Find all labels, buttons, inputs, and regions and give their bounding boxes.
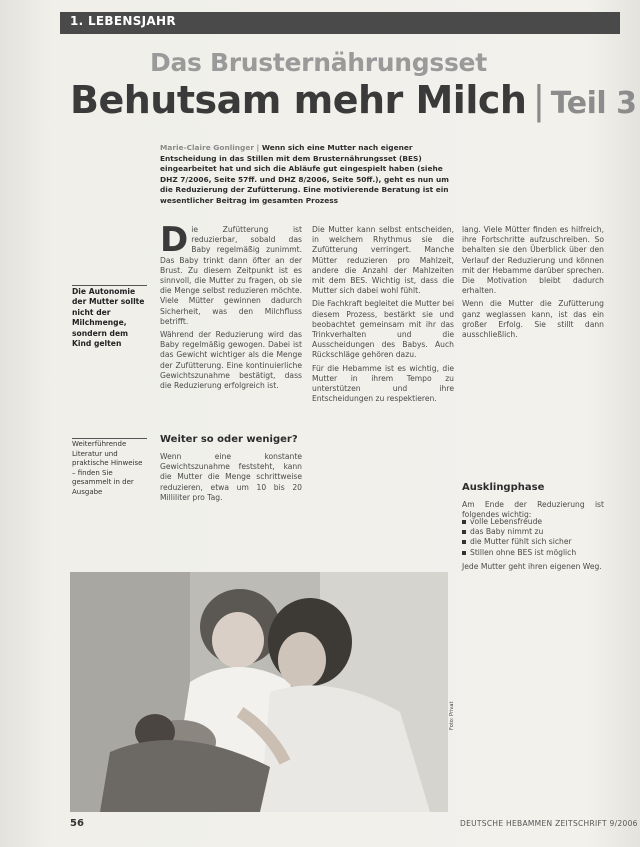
section-label: 1. LEBENSJAHR (70, 14, 176, 28)
sidebar-rule-top (72, 285, 147, 286)
col3-paragraph-4: Jede Mutter geht ihren eigenen Weg. (462, 562, 602, 571)
col1-paragraph-2: Während der Reduzierung wird das Baby regelmäßig gewogen. Dabei ist das Gewicht wichtiger als die Menge der Zufütterung. Eine kontinuierliche Gewichtszunahme bestätigt, dass die Reduzierung erfolgreich ist. (160, 330, 302, 391)
col2-paragraph-3: Für die Hebamme ist es wichtig, die Mutter in ihrem Tempo zu unterstützen und ihre Entscheidungen zu respektieren. (312, 363, 454, 404)
drop-cap: D (160, 220, 189, 260)
list-item: die Mutter fühlt sich sicher (462, 537, 604, 547)
column-2 (312, 225, 454, 404)
title-separator: | (532, 78, 545, 122)
list-item: volle Lebensfreude (462, 517, 604, 527)
col3-paragraph-1: lang. Viele Mütter finden es hilfreich, ihre Fortschritte aufzuschreiben. So behalten sie den Überblick über den Verlauf der Reduzierung und können mit der Hebamme darüber sprechen. Die Motivation bleibt dadurch erhalten. (462, 225, 604, 296)
article-lead (160, 143, 460, 207)
page-number: 56 (70, 818, 84, 829)
article-author: Marie-Claire Gonlinger | (160, 143, 260, 152)
magazine-footer: DEUTSCHE HEBAMMEN ZEITSCHRIFT 9/2006 (460, 819, 638, 828)
list-item: Stillen ohne BES ist möglich (462, 548, 604, 558)
col3-paragraph-3: Am Ende der Reduzierung ist folgendes wichtig: (462, 500, 604, 520)
lead-text: Wenn sich eine Mutter nach eigener Entscheidung in das Stillen mit dem Brusternährungsset (BES) eingearbeitet hat und sich die Abläufe gut eingespielt haben (siehe DHZ 7/2006, Seite 57ff. und DHZ 8/2006, Seite 50ff.), geht es nun um die Reduzierung der Zufütterung. Eine motivierende Beratung ist ein wesentlicher Beitrag im gesamten Prozess (160, 143, 449, 205)
column-3 (462, 225, 604, 340)
article-part: Teil 3 (550, 86, 637, 121)
col1-paragraph-3: Wenn eine konstante Gewichtszunahme feststeht, kann die Mutter die Menge schrittweise reduzieren, etwa um 10 bis 20 Milliliter pro Tag. (160, 452, 302, 502)
photo-credit: Foto: Privat (449, 701, 455, 730)
photo-illustration (70, 572, 448, 812)
col2-paragraph-1: Die Mutter kann selbst entscheiden, in welchem Rhythmus sie die Zufütterung verringert. Manche Mütter reduzieren pro Mahlzeit, andere die Anzahl der Mahlzeiten mit dem BES. Wichtig ist, dass die Mutter sich dabei wohl fühlt. (312, 225, 454, 296)
article-kicker: Das Brusternährungsset (150, 48, 487, 77)
col3-paragraph-2: Wenn die Mutter die Zufütterung ganz weglassen kann, ist das ein großer Erfolg. Sie stillt dann ausschließlich. (462, 299, 604, 340)
subhead-ausklingphase: Ausklingphase (462, 482, 545, 493)
list-item: das Baby nimmt zu (462, 527, 604, 537)
col2-paragraph-2: Die Fachkraft begleitet die Mutter bei diesem Prozess, bestärkt sie und beobachtet gemeinsam mit ihr das Trinkverhalten und die Ausscheidungen des Babys. Auch Rückschläge gehören dazu. (312, 299, 454, 360)
article-photo (70, 572, 448, 812)
sidebar-pull-quote: Die Autonomie der Mutter sollte nicht der Milchmenge, sondern dem Kind gelten (72, 287, 145, 349)
article-title (70, 78, 636, 122)
sidebar-note: Weiterführende Literatur und praktische Hinweise – finden Sie gesammelt in der Ausgabe (72, 440, 143, 496)
article-title-text: Behutsam mehr Milch (70, 78, 527, 122)
sidebar-rule-note (72, 438, 147, 439)
checklist (462, 517, 604, 558)
column-1 (160, 220, 302, 391)
col1-paragraph-1: ie Zufütterung ist reduzierbar, sobald das Baby regelmäßig zunimmt. Das Baby trinkt dann öfter an der Brust. Zu diesem Zeitpunkt ist es sinnvoll, die Mutter zu fragen, ob sie die Menge selbst reduzieren möchte. Viele Mütter gewinnen dadurch Sicherheit, was den Milchfluss betrifft. (160, 225, 302, 326)
subhead-weiter: Weiter so oder weniger? (160, 434, 298, 445)
